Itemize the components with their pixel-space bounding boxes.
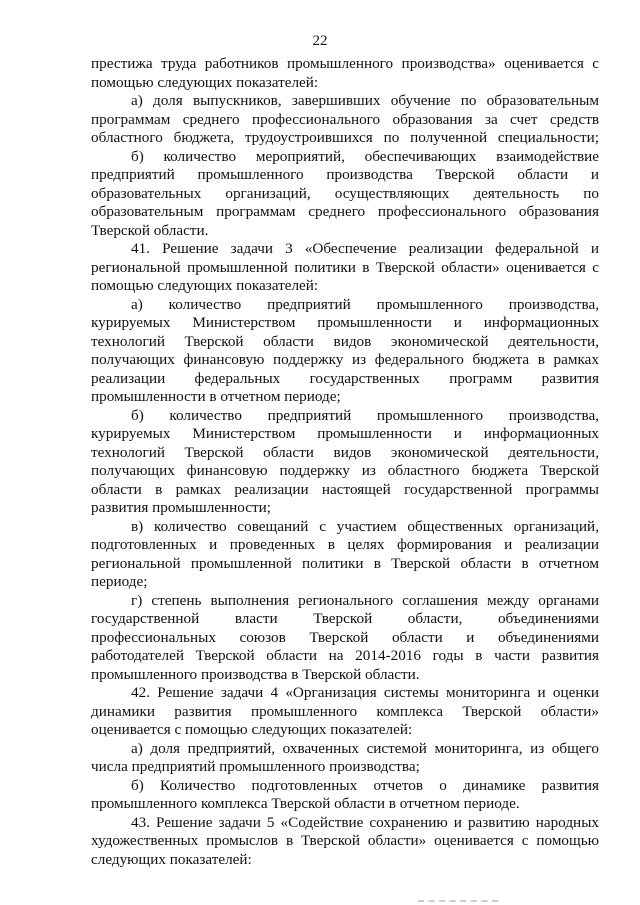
text-line: профессиональных союзов Тверской области и объединениями [91,628,599,646]
text-line: работодателей Тверской области на 2014-2016 годы в части развития [91,647,599,664]
text-line: б) Количество подготовленных отчетов о динамике развития [131,776,599,794]
text-line: художественных промыслов в Тверской области» оценивается с помощью [91,832,599,849]
text-line: курируемых Министерством промышленности и информационных [91,314,599,331]
text-line: промышленного производства в Тверской области. [91,665,420,683]
text-line: предприятий промышленного производства Тверской области и [91,166,599,183]
text-line: промышленности в отчетном периоде; [91,388,341,405]
text-line: числа предприятий промышленного производства; [91,758,420,775]
text-line: образовательным программам среднего профессионального образования [91,203,599,220]
text-line: региональной промышленной политики в Тверской области в отчетном [91,554,599,572]
text-line: помощью следующих показателей: [91,277,319,294]
text-line: государственной власти Тверской области, объединениями [91,610,599,627]
text-line: реализации федеральных государственных программ развития [91,369,599,387]
text-line: 43. Решение задачи 5 «Содействие сохранению и развитию народных [131,813,599,831]
text-line: развития промышленности; [91,499,271,516]
text-line: получающих финансовую поддержку из областного бюджета Тверской [91,462,599,479]
text-line: получающих финансовую поддержку из федерального бюджета в рамках [91,351,599,368]
text-line: б) количество мероприятий, обеспечивающих взаимодействие [131,147,599,165]
text-line: 42. Решение задачи 4 «Организация системы мониторинга и оценки [131,684,599,701]
text-line: б) количество предприятий промышленного производства, [131,406,599,424]
text-line: 41. Решение задачи 3 «Обеспечение реализации федеральной и [131,240,599,257]
text-line: региональной промышленной политики в Тверской области» оценивается с [91,258,599,276]
text-line: курируемых Министерством промышленности и информационных [91,425,599,442]
page-number: 22 [312,33,328,49]
text-line: областного бюджета, трудоустроившихся по полученной специальности; [91,129,599,146]
text-line: а) количество предприятий промышленного производства, [131,295,599,313]
text-line: в) количество совещаний с участием общественных организаций, [131,517,599,535]
text-line: программам среднего профессионального образования за счет средств [91,110,599,128]
document-body [91,55,599,869]
text-line: г) степень выполнения регионального соглашения между органами [131,591,599,609]
text-line: оценивается с помощью следующих показателей: [91,721,413,738]
text-line: области в рамках реализации настоящей государственной программы [91,480,599,498]
text-line: технологий Тверской области видов экономической деятельности, [91,443,599,461]
text-line: периоде; [91,573,148,590]
text-line: а) доля предприятий, охваченных системой мониторинга, из общего [131,739,599,757]
text-line: следующих показателей: [91,850,252,868]
text-line: технологий Тверской области видов экономической деятельности, [91,332,599,350]
text-line: помощью следующих показателей: [91,73,319,91]
text-line: престижа труда работников промышленного производства» оценивается с [91,55,599,72]
scan-artifact [418,900,498,904]
text-line: Тверской области. [91,221,209,239]
text-line: промышленного комплекса Тверской области в отчетном периоде. [91,795,520,812]
text-line: образовательных организаций, осуществляющих деятельность по [91,184,599,202]
text-line: подготовленных и проведенных в целях формирования и реализации [91,536,599,553]
text-line: динамики развития промышленного комплекса Тверской области» [91,702,599,720]
text-line: а) доля выпускников, завершивших обучение по образовательным [131,92,599,109]
